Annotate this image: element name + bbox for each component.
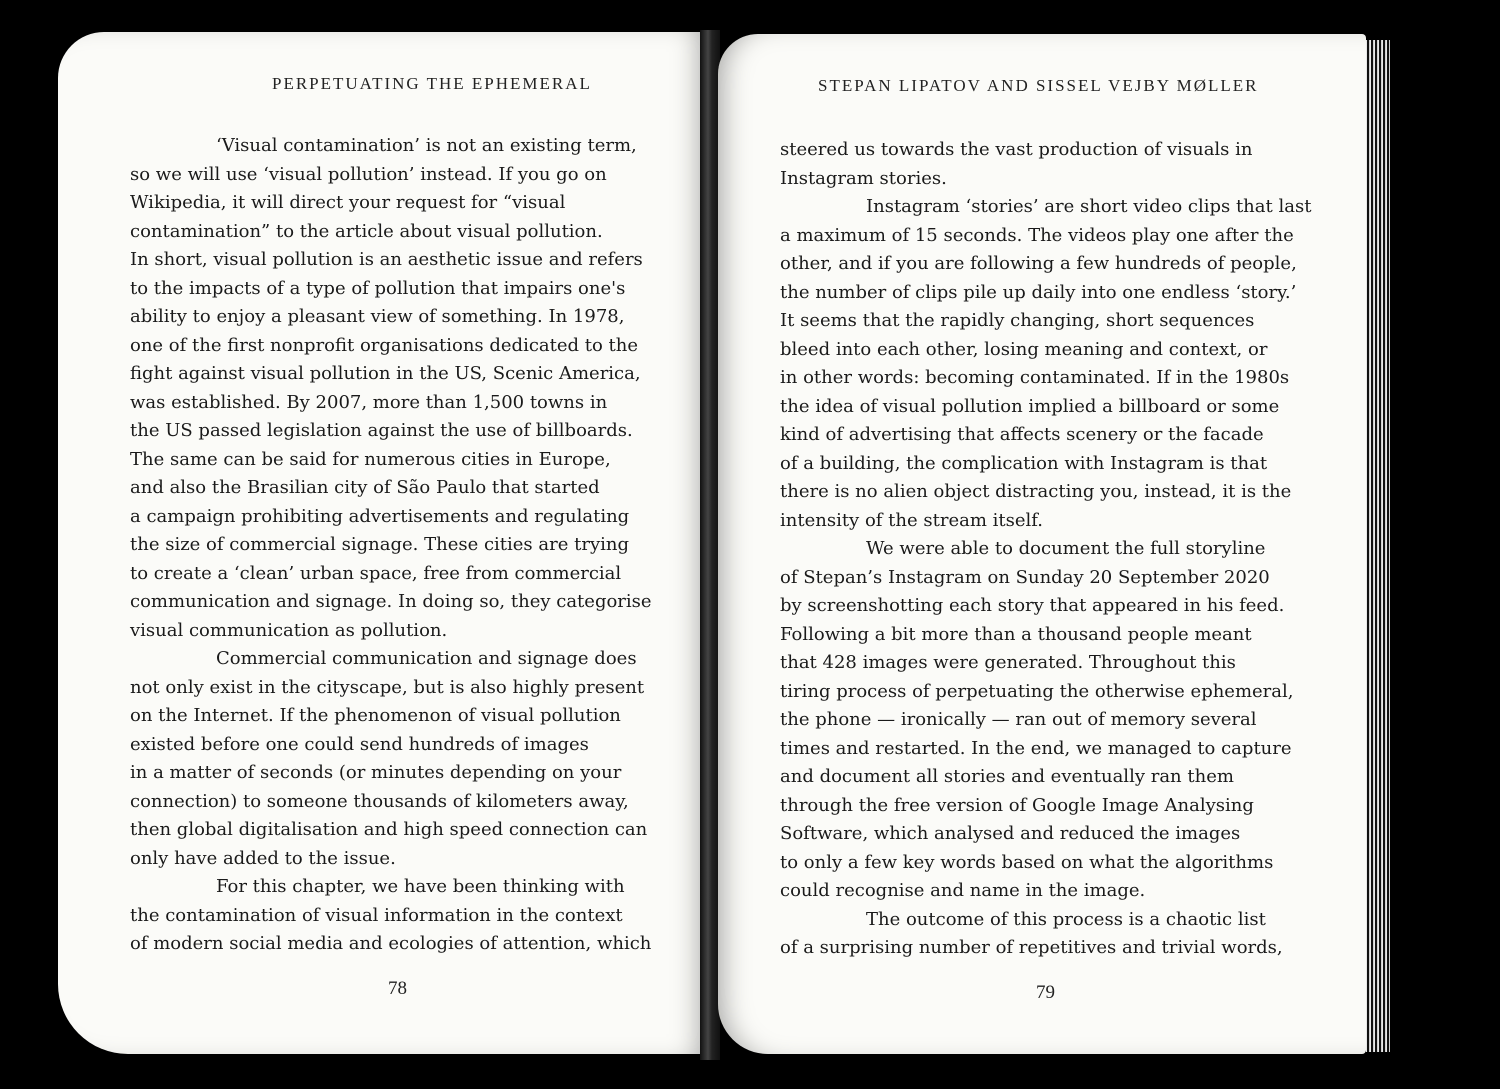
text-line: For this chapter, we have been thinking with <box>216 876 625 897</box>
text-line: We were able to document the full storyline <box>866 538 1266 559</box>
text-line: in other words: becoming contaminated. If in the 1980s <box>780 367 1290 388</box>
text-line: the US passed legislation against the use of billboards. <box>130 420 633 441</box>
text-line: that 428 images were generated. Throughout this <box>780 652 1236 673</box>
text-line: there is no alien object distracting you, instead, it is the <box>780 481 1292 502</box>
text-line: of modern social media and ecologies of attention, which <box>130 933 652 954</box>
text-line: was established. By 2007, more than 1,500 towns in <box>130 391 608 413</box>
right-page-number: 79 <box>1036 982 1055 1003</box>
text-line: the contamination of visual information in the context <box>130 904 623 926</box>
text-line: of a building, the complication with Instagram is that <box>780 452 1268 474</box>
text-line: steered us towards the vast production of visuals in <box>780 139 1253 160</box>
text-line: of a surprising number of repetitives and trivial words, <box>780 937 1283 958</box>
text-line: Instagram stories. <box>780 167 947 189</box>
text-line: bleed into each other, losing meaning and context, or <box>780 338 1268 360</box>
text-line: tiring process of perpetuating the otherwise ephemeral, <box>780 680 1294 702</box>
text-line: one of the first nonprofit organisations dedicated to the <box>130 334 639 356</box>
left-page-number: 78 <box>388 978 407 999</box>
text-line: and document all stories and eventually ran them <box>780 766 1234 787</box>
right-body-text <box>780 136 1340 963</box>
text-line: communication and signage. In doing so, they categorise <box>130 591 652 612</box>
text-line: In short, visual pollution is an aesthetic issue and refers <box>130 249 643 270</box>
right-page <box>718 34 1366 1054</box>
text-line: contamination” to the article about visual pollution. <box>130 220 603 242</box>
text-line: of Stepan’s Instagram on Sunday 20 September 2020 <box>780 566 1270 588</box>
text-line: Commercial communication and signage does <box>216 648 637 669</box>
left-running-head: PERPETUATING THE EPHEMERAL <box>272 74 592 93</box>
text-line: and also the Brasilian city of São Paulo that started <box>130 477 600 498</box>
text-line: to the impacts of a type of pollution that impairs one's <box>130 277 626 299</box>
text-line: by screenshotting each story that appeared in his feed. <box>780 595 1285 616</box>
text-line: existed before one could send hundreds of images <box>130 733 589 755</box>
text-line: on the Internet. If the phenomenon of visual pollution <box>130 705 621 726</box>
book-spine <box>700 30 720 1060</box>
text-line: a campaign prohibiting advertisements and regulating <box>130 505 630 527</box>
text-line: Wikipedia, it will direct your request for “visual <box>130 192 566 213</box>
text-line: the number of clips pile up daily into one endless ‘story.’ <box>780 281 1297 303</box>
text-line: times and restarted. In the end, we managed to capture <box>780 737 1292 759</box>
text-line: The same can be said for numerous cities in Europe, <box>130 448 611 470</box>
text-line: intensity of the stream itself. <box>780 509 1043 531</box>
text-line: It seems that the rapidly changing, short sequences <box>780 310 1255 331</box>
text-line: ‘Visual contamination’ is not an existing term, <box>216 135 637 156</box>
text-line: Instagram ‘stories’ are short video clips that last <box>866 196 1312 217</box>
text-line: visual communication as pollution. <box>130 619 448 641</box>
left-body-text <box>130 132 690 959</box>
text-line: in a matter of seconds (or minutes depending on your <box>130 762 622 783</box>
text-line: so we will use ‘visual pollution’ instead. If you go on <box>130 163 607 185</box>
text-line: not only exist in the cityscape, but is also highly present <box>130 676 645 698</box>
text-line: a maximum of 15 seconds. The videos play one after the <box>780 224 1294 246</box>
page-edges <box>1366 40 1390 1052</box>
text-line: connection) to someone thousands of kilometers away, <box>130 790 629 812</box>
left-page <box>58 32 704 1054</box>
text-line: to create a ‘clean’ urban space, free from commercial <box>130 562 622 584</box>
text-line: could recognise and name in the image. <box>780 880 1146 901</box>
text-line: the idea of visual pollution implied a billboard or some <box>780 395 1280 417</box>
text-line: ability to enjoy a pleasant view of something. In 1978, <box>130 306 625 327</box>
text-line: The outcome of this process is a chaotic list <box>866 908 1266 930</box>
text-line: kind of advertising that affects scenery or the facade <box>780 424 1264 445</box>
text-line: Software, which analysed and reduced the images <box>780 823 1241 844</box>
text-line: other, and if you are following a few hundreds of people, <box>780 253 1297 274</box>
text-line: fight against visual pollution in the US, Scenic America, <box>130 363 641 384</box>
text-line: Following a bit more than a thousand people meant <box>780 623 1252 645</box>
right-running-head: STEPAN LIPATOV AND SISSEL VEJBY MØLLER <box>818 76 1259 95</box>
text-line: the size of commercial signage. These cities are trying <box>130 534 629 555</box>
text-line: then global digitalisation and high speed connection can <box>130 819 648 840</box>
text-line: only have added to the issue. <box>130 847 396 869</box>
text-line: through the free version of Google Image Analysing <box>780 794 1254 816</box>
text-line: the phone — ironically — ran out of memory several <box>780 709 1257 730</box>
text-line: to only a few key words based on what the algorithms <box>780 851 1274 873</box>
